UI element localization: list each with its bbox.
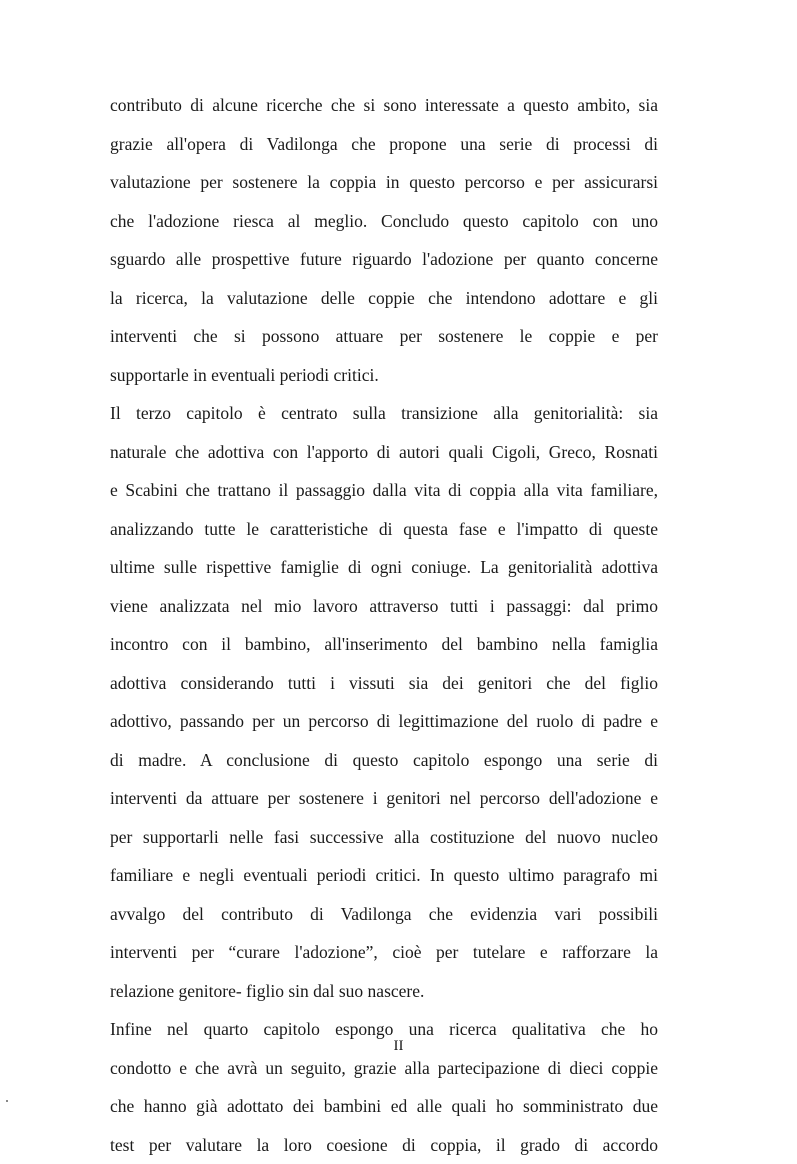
text-line: la ricerca, la valutazione delle coppie che intendono adottare e gli [110,279,658,318]
scan-speck [6,1100,8,1102]
text-line: adottivo, passando per un percorso di legittimazione del ruolo di padre e [110,702,658,741]
text-line: interventi che si possono attuare per sostenere le coppie e per [110,317,658,356]
body-text [110,86,658,1164]
text-line: interventi per “curare l'adozione”, cioè per tutelare e rafforzare la [110,933,658,972]
text-line: che l'adozione riesca al meglio. Concludo questo capitolo con uno [110,202,658,241]
text-line: che hanno già adottato dei bambini ed alle quali ho somministrato due [110,1087,658,1126]
text-line: test per valutare la loro coesione di coppia, il grado di accordo [110,1126,658,1164]
text-line: interventi da attuare per sostenere i genitori nel percorso dell'adozione e [110,779,658,818]
text-line: incontro con il bambino, all'inserimento del bambino nella famiglia [110,625,658,664]
text-line: naturale che adottiva con l'apporto di autori quali Cigoli, Greco, Rosnati [110,433,658,472]
text-line: Infine nel quarto capitolo espongo una ricerca qualitativa che ho [110,1010,658,1049]
text-line: relazione genitore- figlio sin dal suo nascere. [110,972,658,1011]
text-line: per supportarli nelle fasi successive alla costituzione del nuovo nucleo [110,818,658,857]
text-line: Il terzo capitolo è centrato sulla transizione alla genitorialità: sia [110,394,658,433]
text-line: contributo di alcune ricerche che si sono interessate a questo ambito, sia [110,86,658,125]
text-line: valutazione per sostenere la coppia in questo percorso e per assicurarsi [110,163,658,202]
text-line: adottiva considerando tutti i vissuti sia dei genitori che del figlio [110,664,658,703]
text-line: di madre. A conclusione di questo capitolo espongo una serie di [110,741,658,780]
text-line: avvalgo del contributo di Vadilonga che evidenzia vari possibili [110,895,658,934]
text-line: ultime sulle rispettive famiglie di ogni coniuge. La genitorialità adottiva [110,548,658,587]
text-line: grazie all'opera di Vadilonga che propone una serie di processi di [110,125,658,164]
text-line: familiare e negli eventuali periodi critici. In questo ultimo paragrafo mi [110,856,658,895]
text-line: supportarle in eventuali periodi critici. [110,356,658,395]
text-line: sguardo alle prospettive future riguardo l'adozione per quanto concerne [110,240,658,279]
page-number: II [0,1036,797,1056]
text-line: analizzando tutte le caratteristiche di questa fase e l'impatto di queste [110,510,658,549]
text-line: viene analizzata nel mio lavoro attraverso tutti i passaggi: dal primo [110,587,658,626]
text-line: e Scabini che trattano il passaggio dalla vita di coppia alla vita familiare, [110,471,658,510]
text-line: condotto e che avrà un seguito, grazie alla partecipazione di dieci coppie [110,1049,658,1088]
